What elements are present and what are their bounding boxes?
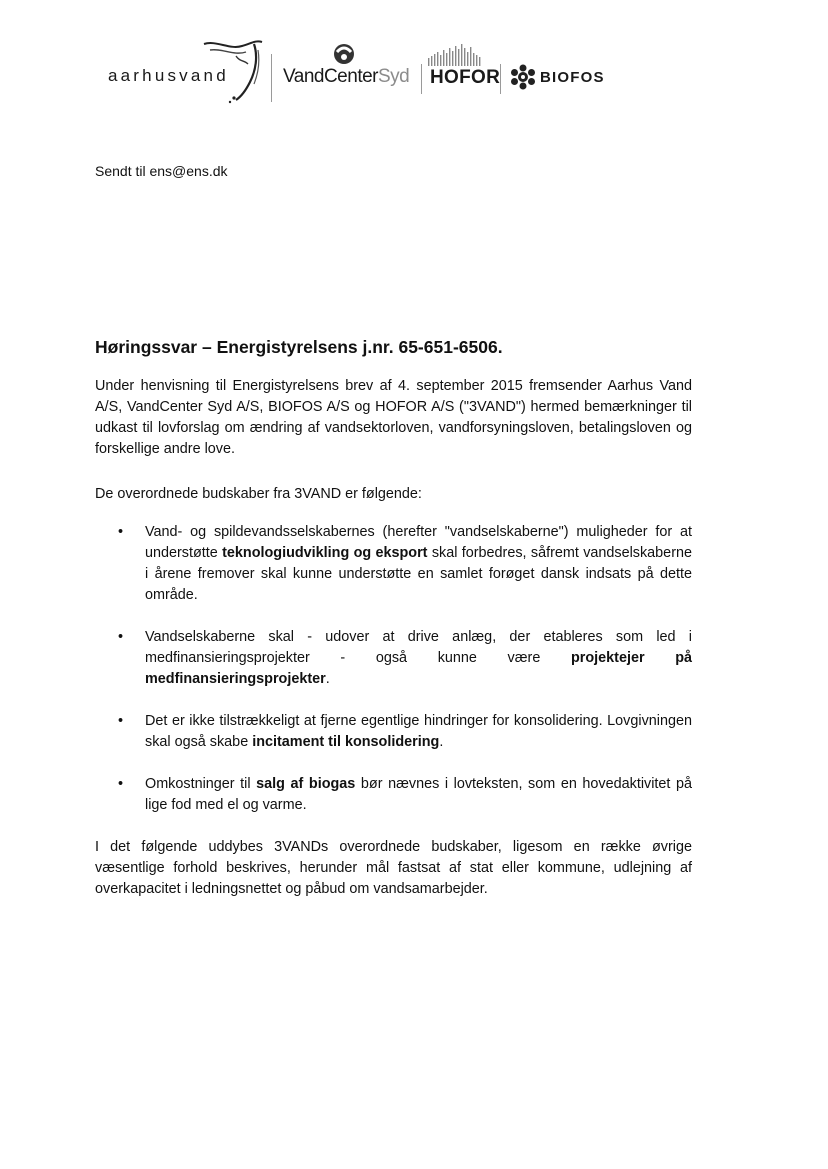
logo-divider (500, 64, 501, 94)
bullet-emphasis: salg af biogas (256, 776, 356, 792)
bullet-emphasis: incitament til konsolidering (252, 734, 440, 750)
letter-subject: Høringssvar – Energistyrelsens j.nr. 65-651-6506. (95, 337, 503, 357)
logo-divider (271, 54, 272, 102)
biofos-logo-text: BIOFOS (540, 69, 605, 86)
closing-paragraph: I det følgende uddybes 3VANDs overordnede budskaber, ligesom en række øvrige væsentlige forhold beskrives, herunder mål fastsat af stat eller kommune, udlejning af overkapacitet i ledningsnettet og påbud om vandsamarbejder. (95, 839, 692, 897)
lead-in-paragraph: De overordnede budskaber fra 3VAND er følgende: (95, 486, 422, 502)
bullet-text: Vand- og spildevandsselskabernes (herefter "vandselskaberne") muligheder for at understøtte (145, 524, 692, 561)
list-item (95, 774, 692, 816)
list-item (95, 522, 692, 606)
bullet-text: Omkostninger til (145, 776, 257, 792)
vandcenter-text: VandCenter (283, 66, 378, 87)
logo-divider (421, 64, 422, 94)
bullet-text: . (325, 671, 330, 687)
syd-text: Syd (378, 66, 410, 87)
bullet-icon: • (118, 524, 124, 540)
intro-paragraph: Under henvisning til Energistyrelsens brev af 4. september 2015 fremsender Aarhus Vand A/S, VandCenter Syd A/S, BIOFOS A/S og HOFOR A/S ("3VAND") hermed bemærkninger til udkast til lovforslag om ændring af vandsektorloven, vandforsyningsloven, betalingsloven og forskellige andre love. (95, 378, 692, 457)
key-messages-list (95, 522, 692, 837)
wave-mark-icon (196, 36, 266, 104)
list-item (95, 711, 692, 753)
bullet-emphasis: projektejer på medfinansieringsprojekter (145, 650, 692, 687)
bullet-text: bør nævnes i lovteksten, som en hovedaktivitet på lige fod med el og varme. (145, 776, 693, 813)
bullet-icon: • (118, 776, 124, 792)
bullet-text: Vandselskaberne skal - udover at drive anlæg, der etableres som led i medfinansieringsprojekter - også kunne være (145, 629, 692, 666)
bullet-text: Det er ikke tilstrækkeligt at fjerne egentlige hindringer for konsolidering. Lovgivningen skal også skabe (145, 713, 692, 750)
hofor-logo-text: HOFOR (430, 67, 501, 88)
drop-ring-icon (332, 42, 356, 66)
recipient-line: Sendt til ens@ens.dk (95, 163, 228, 179)
molecule-icon (510, 64, 536, 90)
bar-skyline-icon (428, 44, 490, 66)
list-item (95, 627, 692, 690)
partner-logos (108, 36, 618, 108)
bullet-text: skal forbedres, såfremt vandselskaberne i årene fremover skal kunne understøtte en samlet forøget dansk indsats på dette område. (145, 545, 692, 603)
bullet-emphasis: teknologiudvikling og eksport (222, 545, 428, 561)
vandcentersyd-logo-text (283, 66, 409, 88)
aarhusvand-logo-text: aarhusvand (108, 66, 229, 85)
bullet-icon: • (118, 713, 124, 729)
bullet-text: . (439, 734, 444, 750)
bullet-icon: • (118, 629, 124, 645)
